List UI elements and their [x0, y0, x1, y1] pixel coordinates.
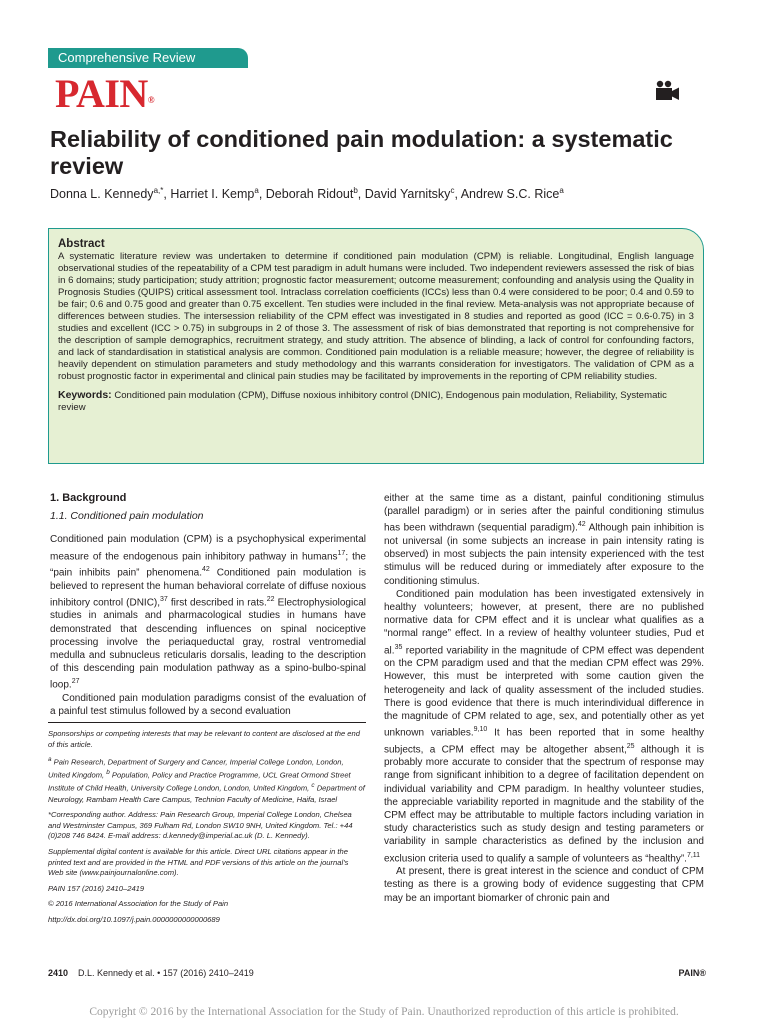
footnote-doi[interactable]: http://dx.doi.org/10.1097/j.pain.0000000000000689: [48, 914, 220, 924]
footnote-copyright: © 2016 International Association for the Study of Pain: [48, 899, 229, 909]
author-list: Donna L. Kennedy$^{a,*}$, Harriet I. Kemp$^a$, Deborah Ridout$^b$, David Yarnitsky$^c$, Andrew S.C. Rice$^a$: [50, 186, 564, 202]
author-affiliation: a,*: [153, 186, 164, 195]
author-affiliation: b: [353, 186, 358, 195]
footnote-conflict: Sponsorships or competing interests that may be relevant to content are disclosed at the end of this article.: [48, 729, 360, 749]
running-head: D.L. Kennedy et al. • 157 (2016) 2410–2419: [78, 968, 254, 978]
journal-logo: [55, 70, 154, 118]
subsection-heading: 1.1. Conditioned pain modulation: [50, 510, 204, 523]
keywords-label: Keywords:: [58, 389, 112, 401]
body-paragraph: either at the same time as a distant, painful conditioning stimulus (parallel paradigm) or in series after the painful conditioning stimulus has been withdrawn (sequential paradigm).$^{42}$ Although pain inhibition is not universal (in some subjects an increase in pain intensity rating is observed) in most subjects the pain intensity experienced with the test stimulus will be reduced during or immediately after exposure to the conditioning stimulus.: [384, 493, 704, 587]
running-footer: [48, 968, 254, 978]
journal-logo-text: PAIN: [55, 71, 148, 116]
article-title: Reliability of conditioned pain modulation: a systematic review: [50, 126, 673, 179]
author-affiliation: a: [254, 186, 259, 195]
body-paragraph: At present, there is great interest in the science and conduct of CPM testing as there is a growing body of evidence suggesting that CPM may be an important biomarker of chronic pain and: [384, 866, 704, 904]
copyright-notice: Copyright © 2016 by the International Association for the Study of Pain. Unauthorized reproduction of this article is prohibited.: [89, 1006, 679, 1018]
logo-registered-mark: ®: [147, 95, 155, 105]
author-name: Deborah Ridout: [265, 187, 354, 202]
author-name: David Yarnitsky: [364, 187, 451, 202]
footnotes: [48, 722, 366, 926]
footnote-citation: PAIN 157 (2016) 2410–2419: [48, 883, 145, 893]
body-paragraph: Conditioned pain modulation has been investigated extensively in healthy volunteers; however, at present, there are no published normative data for CPM effect and it is unclear what qualifies as a “normal range” effect. In a review of healthy volunteer studies, Pud et al.$^{35}$ reported variability in the magnitude of CPM effect was dependent on the CPM paradigm used and that the median CPM effect was 29%. However, this must be interpreted with some caution given the heterogeneity and lack of quality assessment of the included studies. There is good evidence that there is much interindividual difference in the magnitude of CPM related to age, sex, and potentially other as yet unknown variables.$^{9,10}$ It has been reported that in some healthy subjects, a CPM effect may be altogether absent,$^{25}$ although it is probably more accurate to consider that the spectrum of response may range from significant inhibition to a degree of facilitation dependent on individual variability and CPM paradigm. In healthy volunteer studies, the appreciable variability reported in magnitude and the stability of the CPM effect may be attributable to multiple factors including variation in study characteristics such as study design and testing parameters or variability in sample characteristics as defined by the inclusion and exclusion criteria used to qualify a sample of volunteers as “healthy”.$^{7,11}$: [384, 588, 705, 864]
footnote-supplemental: Supplemental digital content is available for this article. Direct URL citations appear in the printed text and are provided in the HTML and PDF versions of this article on the journal's Web site (www.painjournalonline.com).: [48, 846, 349, 878]
footnote-corresponding: *Corresponding author. Address: Pain Research Group, Imperial College London, Chelsea and Westminster Campus, 369 Fulham Rd, London SW10 9NH, United Kingdom. Tel.: +44 (0)208 746 8424. E-mail address: d.kennedy@imperial.ac.uk (D. L. Kennedy).: [48, 810, 353, 841]
body-paragraph: Conditioned pain modulation (CPM) is a psychophysical experimental measure of the endogenous pain inhibitory pathway in humans$^{17}$; the “pain inhibits pain” phenomena.$^{42}$ Conditioned pain modulation is believed to represent the human behavioral correlate of diffuse noxious inhibitory control (DNIC),$^{37}$ first described in rats.$^{22}$ Electrophysiological studies in animals and pharmacological studies in humans have demonstrated that descending influences on spinal nociceptive processing involve the periaqueductal gray, rostral ventromedial medulla and subnucleus reticularis dorsalis, leading to the description of this descending pain modulation pathway as a spino-bulbo-spinal loop.$^{27}$: [50, 534, 366, 691]
left-column: [50, 492, 366, 718]
abstract-heading: Abstract: [58, 238, 105, 250]
section-tag: Comprehensive Review: [48, 48, 248, 68]
abstract-box: [48, 228, 704, 464]
author-name: Andrew S.C. Rice: [460, 187, 560, 202]
author-name: Harriet I. Kemp: [170, 187, 255, 202]
author-affiliation: c: [450, 186, 455, 195]
section-heading: 1. Background: [50, 492, 127, 504]
keywords-text: Conditioned pain modulation (CPM), Diffuse noxious inhibitory control (DNIC), Endogenous pain modulation, Reliability, Systematic review: [58, 390, 667, 413]
body-paragraph: Conditioned pain modulation paradigms consist of the evaluation of a painful test stimulus followed by a second evaluation: [50, 692, 366, 718]
author-affiliation: a: [559, 186, 564, 195]
video-camera-icon[interactable]: [654, 80, 680, 102]
footnote-affiliations: $^a$ Pain Research, Department of Surgery and Cancer, Imperial College London, London, United Kingdom, $^b$ Population, Policy and Practice Programme, UCL Great Ormond Street Institute of Child Health, University College London, London, United Kingdom, $^c$ Department of Neurology, Rambam Health Care Campus, Technion Faculty of Medicine, Haifa, Israel: [48, 756, 365, 804]
journal-name-footer: PAIN®: [678, 968, 706, 978]
page-number: 2410: [48, 968, 69, 978]
author-name: Donna L. Kennedy: [50, 187, 154, 202]
abstract-text: A systematic literature review was undertaken to determine if conditioned pain modulation (CPM) is reliable. Longitudinal, English language observational studies of the repeatability of a CPM test paradigm in adult humans were included. Two independent reviewers assessed the risk of bias in 6 domains; study participation; study attrition; prognostic factor measurement; outcome measurement; confounding and analysis using the Quality in Prognosis Studies (QUIPS) critical assessment tool. Intraclass correlation coefficients (ICCs) less than 0.4 were considered to be poor; 0.4 and 0.59 to be fair; 0.6 and 0.75 good and greater than 0.75 excellent. Ten studies were included in the final review. Meta-analysis was not appropriate because of differences between studies. The intersession reliability of the CPM effect was investigated in 8 studies and reported as good (ICC = 0.6-0.75) in 3 studies and excellent (ICC > 0.75) in subgroups in 2 of those 3. The assessment of risk of bias demonstrated that reporting is not comprehensive for the description of sample demographics, recruitment strategy, and study attrition. The absence of blinding, a lack of control for confounding factors, and lack of standardisation in statistical analysis are common. Conditioned pain modulation is a reliable measure; however, the degree of reliability is heavily dependent on stimulation parameters and study methodology and this warrants consideration for investigators. The validation of CPM as a robust prognostic factor in experimental and clinical pain studies may be facilitated by improvements in the reporting of CPM reliability studies.: [58, 251, 694, 382]
right-column: [384, 492, 704, 905]
keywords: [58, 389, 694, 414]
